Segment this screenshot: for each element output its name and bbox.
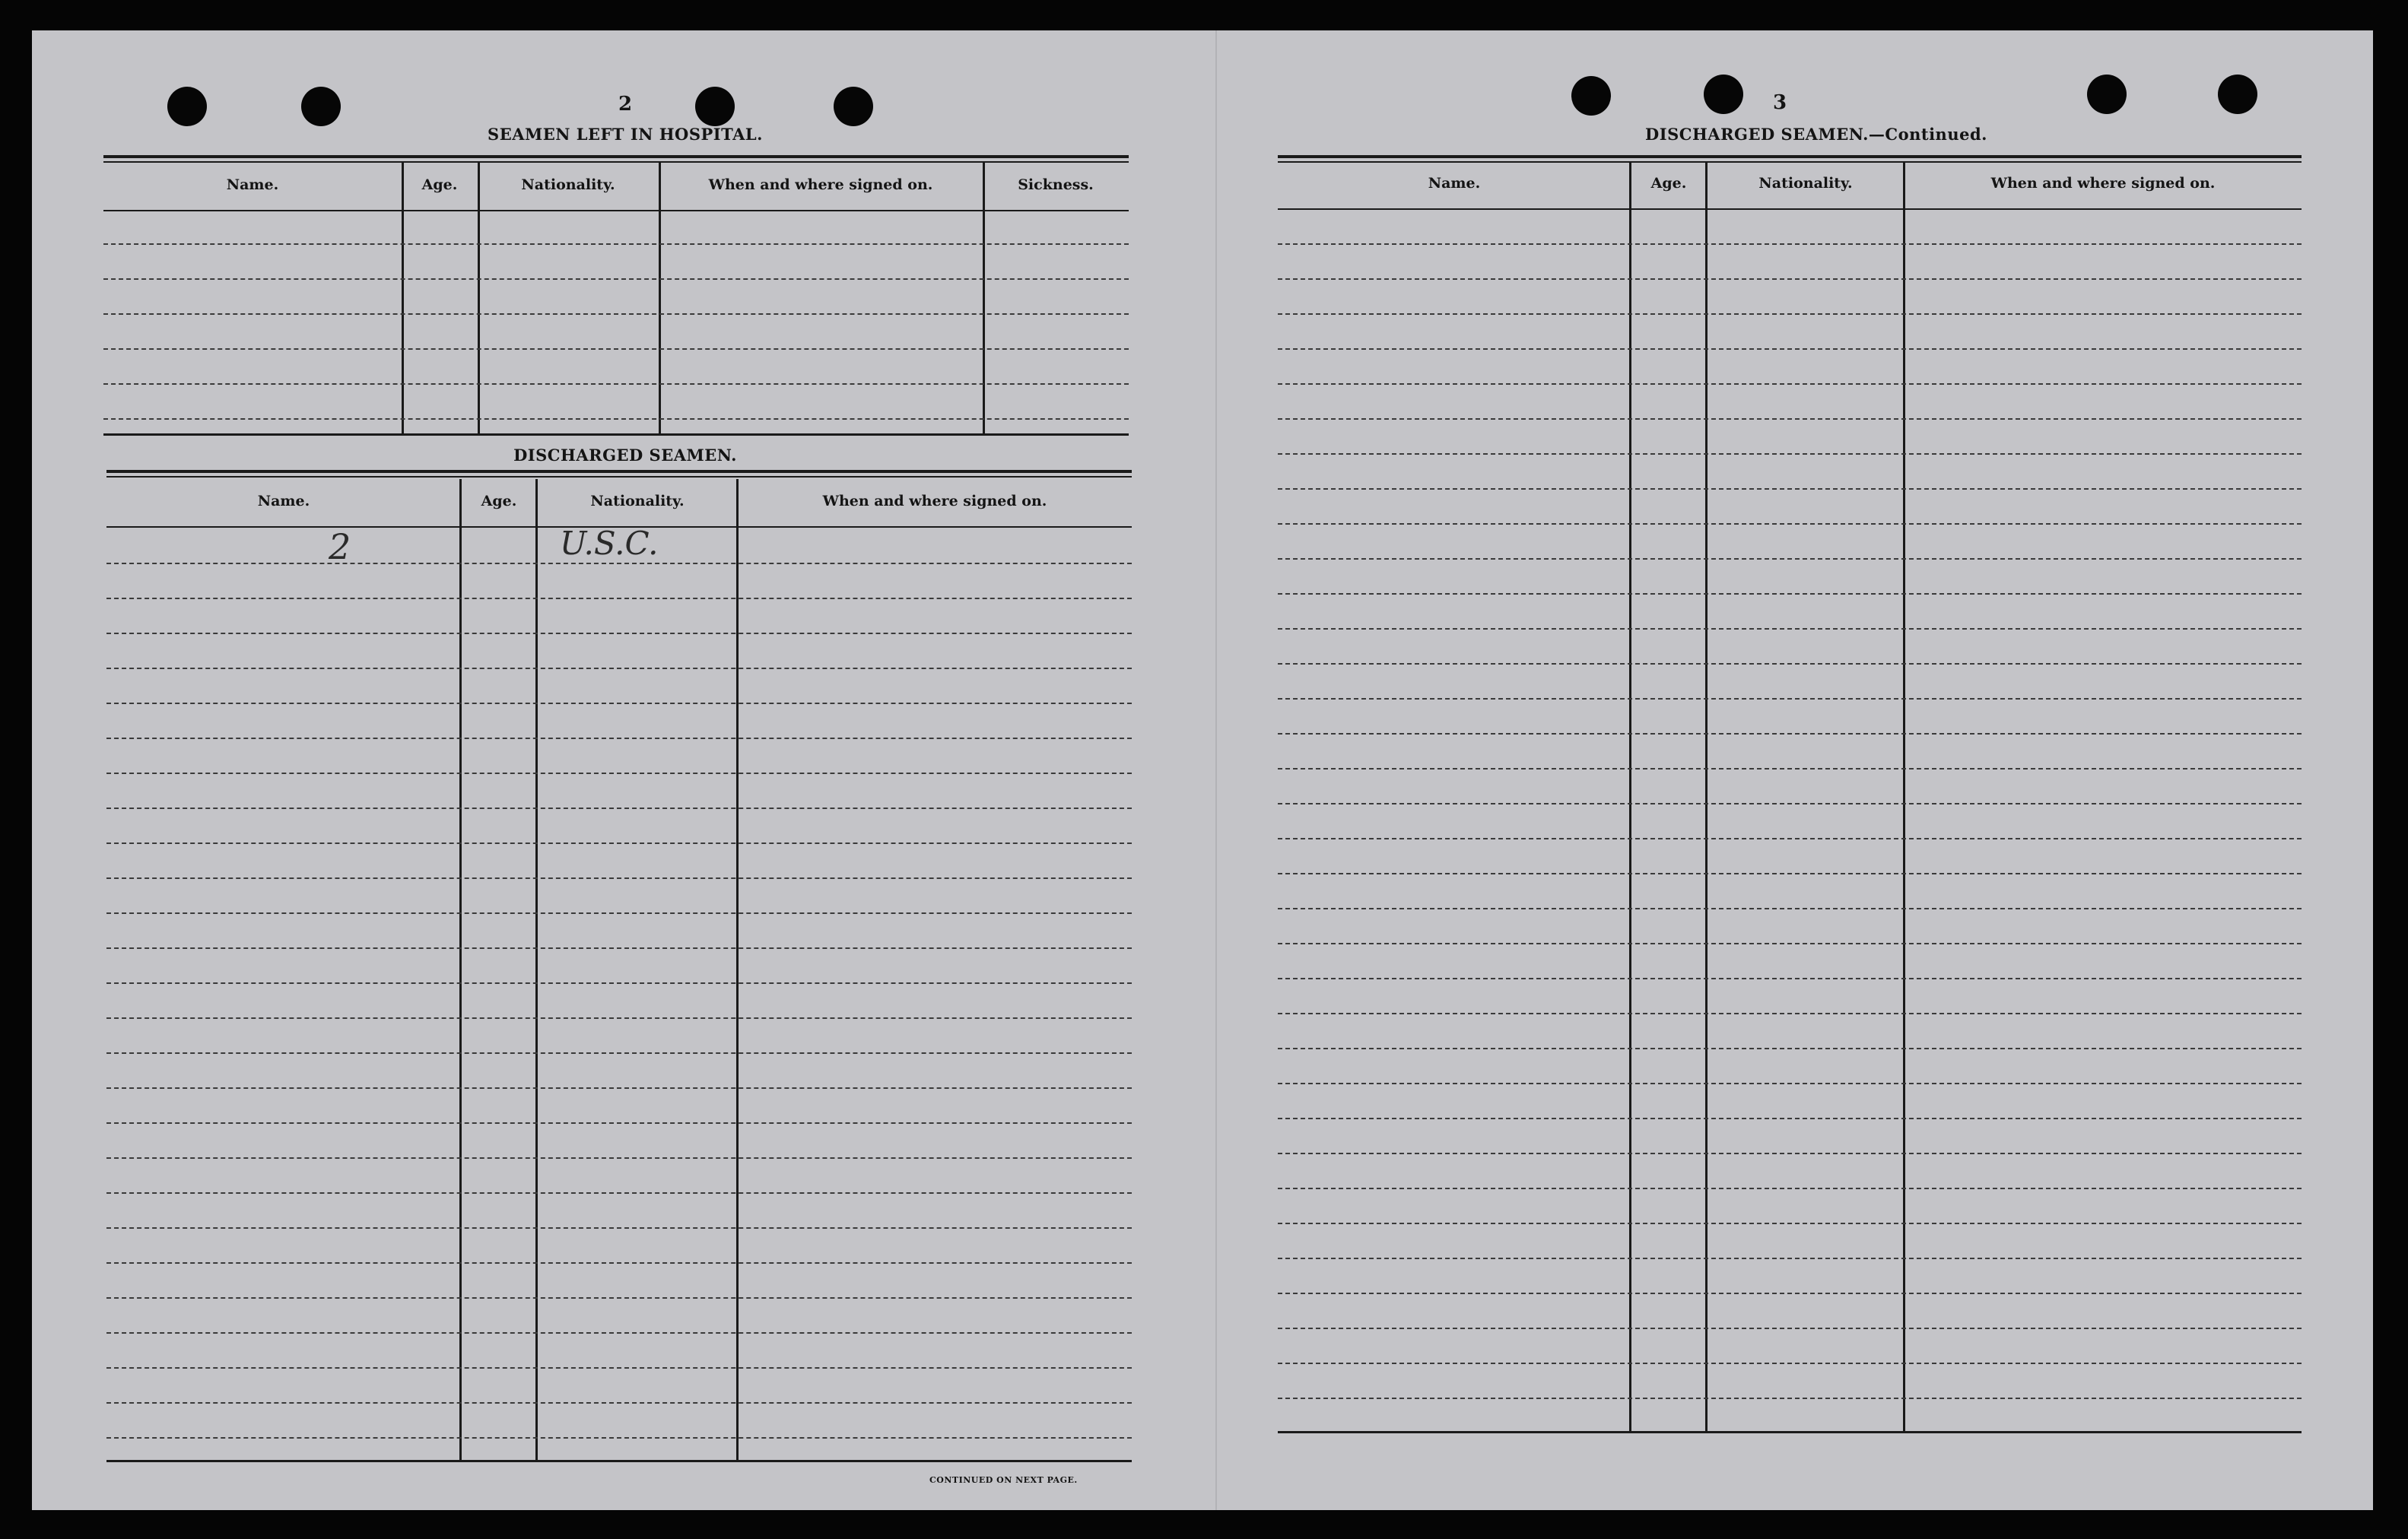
ruled-row-line xyxy=(1278,908,2302,909)
discharged-col-divider xyxy=(736,479,739,1460)
ruled-row-line xyxy=(1278,243,2302,245)
hospital-table-top-rule-thin xyxy=(103,161,1129,163)
right-col-divider xyxy=(1705,163,1708,1431)
discharged-table-top-rule xyxy=(106,470,1132,473)
page-number-right: 3 xyxy=(1772,91,1787,114)
ruled-row-line xyxy=(1278,418,2302,420)
hospital-header-rule xyxy=(103,210,1129,211)
discharged-col-age: Age. xyxy=(481,493,517,509)
punch-hole xyxy=(834,87,873,126)
ruled-row-line xyxy=(106,912,1132,914)
ruled-row-line xyxy=(106,982,1132,984)
handwritten-name-entry: 2 xyxy=(329,526,351,567)
handwritten-nationality-entry: U.S.C. xyxy=(560,525,659,562)
discharged-col-name: Name. xyxy=(257,493,310,509)
ruled-row-line xyxy=(106,668,1132,669)
hospital-section-title: SEAMEN LEFT IN HOSPITAL. xyxy=(488,125,763,144)
ruled-row-line xyxy=(1278,1363,2302,1364)
ruled-row-line xyxy=(106,1192,1132,1194)
ruled-row-line xyxy=(1278,1223,2302,1224)
ruled-row-line xyxy=(1278,628,2302,630)
ruled-row-line xyxy=(106,877,1132,879)
ruled-row-line xyxy=(106,1157,1132,1159)
punch-hole xyxy=(695,87,735,126)
right-col-divider xyxy=(1903,163,1905,1431)
right-col-divider xyxy=(1629,163,1631,1431)
right-table-bottom-rule xyxy=(1278,1431,2302,1433)
hospital-col-divider xyxy=(478,163,480,433)
ruled-row-line xyxy=(1278,838,2302,839)
ruled-row-line xyxy=(1278,978,2302,979)
punch-hole xyxy=(301,87,341,126)
discharged-col-divider xyxy=(459,479,462,1460)
ruled-row-line xyxy=(1278,733,2302,735)
right-table-top-rule-thin xyxy=(1278,161,2302,163)
right-section-title: DISCHARGED SEAMEN.—Continued. xyxy=(1645,125,1987,144)
ruled-row-line xyxy=(106,1437,1132,1439)
punch-hole xyxy=(167,87,207,126)
right-col-signed-on: When and where signed on. xyxy=(1990,175,2216,192)
ruled-row-line xyxy=(1278,698,2302,700)
hospital-table-top-rule xyxy=(103,155,1129,158)
ruled-row-line xyxy=(103,348,1129,350)
hospital-col-divider xyxy=(402,163,404,433)
ruled-row-line xyxy=(106,1367,1132,1369)
ruled-row-line xyxy=(1278,1013,2302,1014)
hospital-table-bottom-rule xyxy=(103,433,1129,436)
ruled-row-line xyxy=(106,1087,1132,1089)
ruled-row-line xyxy=(106,598,1132,599)
hospital-col-signed-on: When and where signed on. xyxy=(708,176,933,193)
discharged-table-top-rule-thin xyxy=(106,476,1132,478)
continued-note: CONTINUED ON NEXT PAGE. xyxy=(929,1475,1078,1485)
ruled-row-line xyxy=(1278,1188,2302,1189)
ruled-row-line xyxy=(1278,383,2302,385)
ruled-row-line xyxy=(106,633,1132,634)
ruled-row-line xyxy=(1278,1328,2302,1329)
right-header-rule xyxy=(1278,208,2302,210)
ruled-row-line xyxy=(106,738,1132,739)
ruled-row-line xyxy=(1278,1048,2302,1049)
ruled-row-line xyxy=(1278,488,2302,490)
hospital-col-divider xyxy=(983,163,985,433)
ruled-row-line xyxy=(1278,348,2302,350)
ruled-row-line xyxy=(1278,278,2302,280)
right-col-nationality: Nationality. xyxy=(1758,175,1853,192)
punch-hole xyxy=(1571,76,1611,116)
ruled-row-line xyxy=(1278,593,2302,595)
discharged-section-title: DISCHARGED SEAMEN. xyxy=(513,446,737,465)
ruled-row-line xyxy=(103,243,1129,245)
discharged-col-nationality: Nationality. xyxy=(590,493,685,509)
punch-hole xyxy=(2218,75,2257,114)
ruled-row-line xyxy=(106,703,1132,704)
ruled-row-line xyxy=(1278,803,2302,804)
ruled-row-line xyxy=(1278,453,2302,455)
ruled-row-line xyxy=(1278,663,2302,665)
hospital-col-age: Age. xyxy=(421,176,458,193)
punch-hole xyxy=(1704,75,1743,114)
ruled-row-line xyxy=(106,773,1132,774)
ruled-row-line xyxy=(1278,1398,2302,1399)
ruled-row-line xyxy=(1278,768,2302,770)
ruled-row-line xyxy=(1278,1153,2302,1154)
hospital-col-nationality: Nationality. xyxy=(521,176,615,193)
ruled-row-line xyxy=(106,1017,1132,1019)
ruled-row-line xyxy=(1278,873,2302,874)
ruled-row-line xyxy=(1278,1083,2302,1084)
ruled-row-line xyxy=(103,313,1129,315)
ruled-row-line xyxy=(1278,558,2302,560)
ruled-row-line xyxy=(106,947,1132,949)
page-number-left: 2 xyxy=(618,93,633,116)
right-table-top-rule xyxy=(1278,155,2302,158)
ruled-row-line xyxy=(1278,1118,2302,1119)
ruled-row-line xyxy=(106,1297,1132,1299)
ruled-row-line xyxy=(1278,943,2302,944)
ruled-row-line xyxy=(103,383,1129,385)
ruled-row-line xyxy=(106,1227,1132,1229)
ruled-row-line xyxy=(103,278,1129,280)
ruled-row-line xyxy=(106,563,1132,564)
right-col-age: Age. xyxy=(1650,175,1687,192)
punch-hole xyxy=(2087,75,2127,114)
hospital-col-sickness: Sickness. xyxy=(1018,176,1094,193)
page-fold xyxy=(1215,30,1217,1510)
ruled-row-line xyxy=(106,842,1132,844)
discharged-col-signed-on: When and where signed on. xyxy=(822,493,1047,509)
hospital-col-divider xyxy=(659,163,661,433)
discharged-col-divider xyxy=(535,479,538,1460)
ruled-row-line xyxy=(1278,313,2302,315)
ruled-row-line xyxy=(106,1122,1132,1124)
right-col-name: Name. xyxy=(1428,175,1481,192)
ruled-row-line xyxy=(106,1262,1132,1264)
ruled-row-line xyxy=(103,418,1129,420)
ruled-row-line xyxy=(106,1402,1132,1404)
ruled-row-line xyxy=(106,1052,1132,1054)
ruled-row-line xyxy=(1278,523,2302,525)
form-sheet xyxy=(32,30,2373,1510)
hospital-col-name: Name. xyxy=(226,176,279,193)
discharged-table-bottom-rule xyxy=(106,1460,1132,1462)
ruled-row-line xyxy=(106,1332,1132,1334)
ruled-row-line xyxy=(1278,1293,2302,1294)
ruled-row-line xyxy=(106,808,1132,809)
ruled-row-line xyxy=(1278,1258,2302,1259)
